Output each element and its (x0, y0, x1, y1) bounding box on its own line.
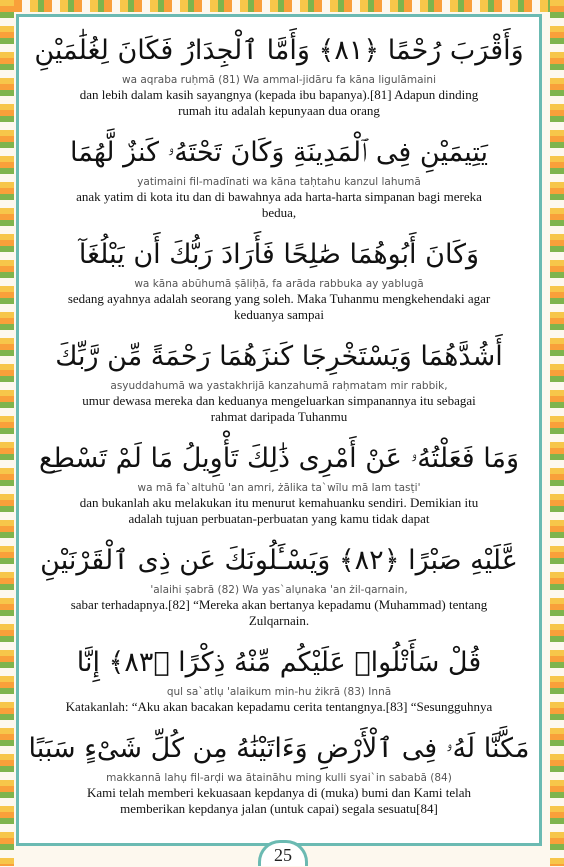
transliteration: makkannā lahụ fil-arḍi wa ātaināhu ming kulli syai`in sababā (84) (106, 772, 452, 784)
transliteration: qul sa`atlụ 'alaikum min-hu żikrā (83) Innā (166, 686, 392, 698)
verse-block-82a (19, 133, 539, 221)
arabic-text: وَأَقْرَبَ رُحْمًا ﴿٨١﴾ وَأَمَّا ٱلْجِدَارُ فَكَانَ لِغُلَٰمَيْنِ (34, 35, 524, 66)
arabic-text: عَّلَيْهِ صَبْرًا ﴿٨٢﴾ وَيَسْـَٔلُونَكَ عَن ذِى ٱلْقَرْنَيْنِ (40, 545, 518, 576)
verse-block-83 (19, 541, 539, 629)
transliteration: asyuddahumā wa yastakhrijā kanzahumā raḥmatam mir rabbik, (110, 380, 448, 392)
floral-border-top (0, 0, 564, 12)
arabic-text: قُلْ سَأَتْلُوا۟ عَلَيْكُم مِّنْهُ ذِكْرًا ﴿٨٣﴾ إِنَّا (76, 647, 482, 678)
arabic-text: أَشُدَّهُمَا وَيَسْتَخْرِجَا كَنزَهُمَا رَحْمَةً مِّن رَّبِّكَ (55, 341, 503, 372)
arabic-text: وَمَا فَعَلْتُهُۥ عَنْ أَمْرِى ذَٰلِكَ تَأْوِيلُ مَا لَمْ تَسْطِع (38, 443, 520, 474)
translation: dan lebih dalam kasih sayangnya (kepada ibu bapanya).[81] Adapun dinding rumah itu adalah kepunyaan dua orang (79, 87, 479, 118)
page-frame (16, 14, 542, 846)
translation: anak yatim di kota itu dan di bawahnya ada harta-harta simpanan bagi mereka bedua, (76, 189, 482, 220)
verse-block-84b (19, 729, 539, 817)
translation: umur dewasa mereka dan keduanya mengeluarkan simpanannya itu sebagai rahmat daripada Tuhanmu (82, 393, 476, 424)
translation: dan bukanlah aku melakukan itu menurut kemahuanku sendiri. Demikian itu adalah tujuan perbuatan-perbuatan yang kamu tidak dapat (79, 495, 479, 526)
transliteration: yatimaini fil-madīnati wa kāna taḥtahu kanzul lahumā (137, 176, 421, 188)
arabic-text: مَكَّنَّا لَهُۥ فِى ٱلْأَرْضِ وَءَاتَيْنَٰهُ مِن كُلِّ شَىْءٍ سَبَبًا (28, 733, 530, 764)
verse-block-82b (19, 235, 539, 323)
floral-border-right (550, 0, 564, 866)
verse-block-82c (19, 337, 539, 425)
translation: Kami telah memberi kekuasaan kepdanya di (muka) bumi dan Kami telah memberikan kepdanya jalan (untuk capai) segala sesuatu[84] (86, 785, 472, 816)
transliteration: wa aqraba ruḥmā (81) Wa ammal-jidāru fa kāna ligulāmaini (122, 74, 436, 86)
arabic-text: يَتِيمَيْنِ فِى ٱلْمَدِينَةِ وَكَانَ تَحْتَهُۥ كَنزٌ لَّهُمَا (69, 137, 489, 168)
arabic-text: وَكَانَ أَبُوهُمَا صَٰلِحًا فَأَرَادَ رَبُّكَ أَن يَبْلُغَآ (78, 239, 480, 270)
transliteration: 'alaihi ṣabrā (82) Wa yas`alụnaka 'an żil-qarnain, (150, 584, 408, 596)
translation: Katakanlah: “Aku akan bacakan kepadamu cerita tentangnya.[83] “Sesungguhnya (65, 699, 493, 714)
verse-block-81 (19, 31, 539, 119)
page-number: 25 (274, 845, 292, 865)
verse-block-84a (19, 643, 539, 715)
translation: sedang ayahnya adalah seorang yang soleh. Maka Tuhanmu mengkehendaki agar keduanya sampai (67, 291, 491, 322)
floral-border-left (0, 0, 14, 866)
transliteration: wa mā fa`altuhū 'an amri, żālika ta`wīlu mā lam tasṭi' (137, 482, 421, 494)
translation: sabar terhadapnya.[82] “Mereka akan bertanya kepadamu (Muhammad) tentang Zulqarnain. (70, 597, 488, 628)
transliteration: wa kāna abūhumā ṣāliḥā, fa arāda rabbuka ay yablugā (134, 278, 424, 290)
verse-block-82d (19, 439, 539, 527)
